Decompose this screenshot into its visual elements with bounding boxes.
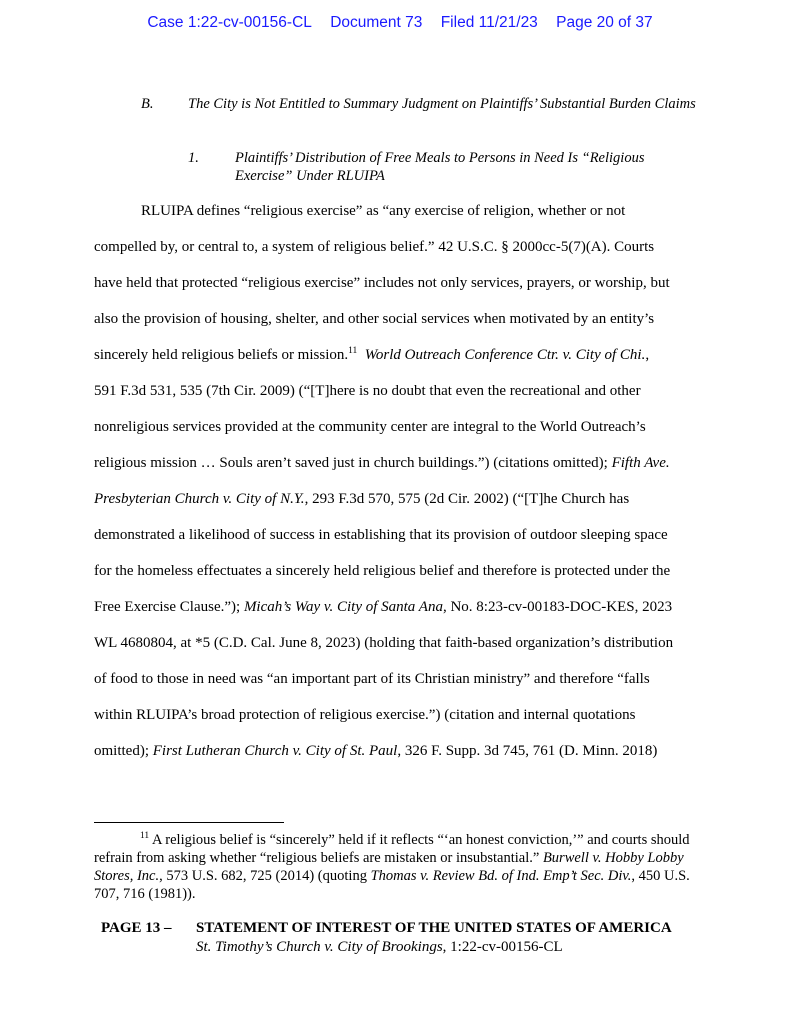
footnote-divider bbox=[94, 822, 284, 823]
heading-1-marker: 1. bbox=[188, 150, 199, 166]
case-citation: World Outreach Conference Ctr. v. City of Chi. bbox=[364, 347, 646, 363]
case-number: Case 1:22-cv-00156-CL bbox=[147, 14, 312, 31]
body-line: compelled by, or central to, a system of religious belief.” 42 U.S.C. § 2000cc-5(7)(A). Courts bbox=[94, 239, 655, 255]
body-line: 591 F.3d 531, 535 (7th Cir. 2009) (“[T]here is no doubt that even the recreational and other bbox=[94, 383, 641, 399]
body-line: demonstrated a likelihood of success in establishing that its provision of outdoor sleeping space bbox=[94, 527, 668, 543]
page-count: Page 20 of 37 bbox=[556, 14, 653, 31]
body-line: Free Exercise Clause.”); Micah’s Way v. City of Santa Ana, No. 8:23-cv-00183-DOC-KES, 2023 bbox=[94, 599, 673, 615]
heading-b bbox=[141, 95, 711, 113]
case-citation: First Lutheran Church v. City of St. Paul bbox=[152, 743, 398, 759]
body-line: of food to those in need was “an important part of its Christian ministry” and therefore “falls bbox=[94, 671, 650, 687]
body-line: for the homeless effectuates a sincerely held religious belief and therefore is protected under the bbox=[94, 563, 671, 579]
heading-1-text: Plaintiffs’ Distribution of Free Meals to Persons in Need Is “Religious Exercise” Under RLUIPA bbox=[235, 150, 645, 184]
body-line: have held that protected “religious exercise” includes not only services, prayers, or worship, but bbox=[94, 275, 670, 291]
footnote-11: $^{11}$ A religious belief is “sincerely” held if it reflects “‘an honest conviction,’” and courts should refrain from asking whether “religious beliefs are mistaken or insubstantial.” Burwell v. Hobby Lobby Stores, Inc., 573 U.S. 682, 725 (2014) (quoting Thomas v. Review Bd. of Ind. Emp’t Sec. Div., 450 U.S. 707, 716 (1981)). bbox=[94, 831, 690, 902]
heading-b-text: The City is Not Entitled to Summary Judgment on Plaintiffs’ Substantial Burden Claims bbox=[188, 96, 696, 112]
filed-date: Filed 11/21/23 bbox=[440, 14, 538, 31]
body-line: Presbyterian Church v. City of N.Y., 293 F.3d 570, 575 (2d Cir. 2002) (“[T]he Church has bbox=[94, 491, 630, 507]
case-caption: St. Timothy’s Church v. City of Brookings, 1:22-cv-00156-CL bbox=[196, 939, 563, 955]
heading-1 bbox=[188, 149, 688, 185]
body-line: RLUIPA defines “religious exercise” as “any exercise of religion, whether or not bbox=[141, 203, 626, 219]
body-line: nonreligious services provided at the community center are integral to the World Outreach’s bbox=[94, 419, 646, 435]
body-line: also the provision of housing, shelter, and other social services when motivated by an entity’s bbox=[94, 311, 655, 327]
case-citation: Burwell v. Hobby Lobby Stores, Inc. bbox=[94, 850, 684, 884]
body-line: religious mission … Souls aren’t saved just in church buildings.”) (citations omitted); Fifth Ave. bbox=[94, 455, 670, 471]
body-line: WL 4680804, at *5 (C.D. Cal. June 8, 2023) (holding that faith-based organization’s distribution bbox=[94, 635, 674, 651]
body-line: within RLUIPA’s broad protection of religious exercise.”) (citation and internal quotations bbox=[94, 707, 636, 723]
page-label: PAGE 13 – bbox=[101, 920, 172, 936]
case-citation: Fifth Ave. bbox=[611, 455, 670, 471]
ecf-header bbox=[0, 14, 800, 32]
case-citation: Presbyterian Church v. City of N.Y. bbox=[94, 491, 305, 507]
document-number: Document 73 bbox=[330, 14, 423, 31]
footnote-number: 11 bbox=[140, 831, 150, 841]
case-citation: Micah’s Way v. City of Santa Ana bbox=[243, 599, 443, 615]
footnote-ref: 11 bbox=[348, 346, 358, 356]
document-title: STATEMENT OF INTEREST OF THE UNITED STATES OF AMERICA bbox=[196, 920, 672, 936]
body-line: sincerely held religious beliefs or mission.$^{11}$ World Outreach Conference Ctr. v. City of Chi., bbox=[94, 346, 650, 363]
body-line: omitted); First Lutheran Church v. City of St. Paul, 326 F. Supp. 3d 745, 761 (D. Minn. 2018) bbox=[94, 743, 658, 759]
heading-b-marker: B. bbox=[141, 96, 154, 112]
case-citation: Thomas v. Review Bd. of Ind. Emp’t Sec. Div. bbox=[370, 868, 632, 884]
